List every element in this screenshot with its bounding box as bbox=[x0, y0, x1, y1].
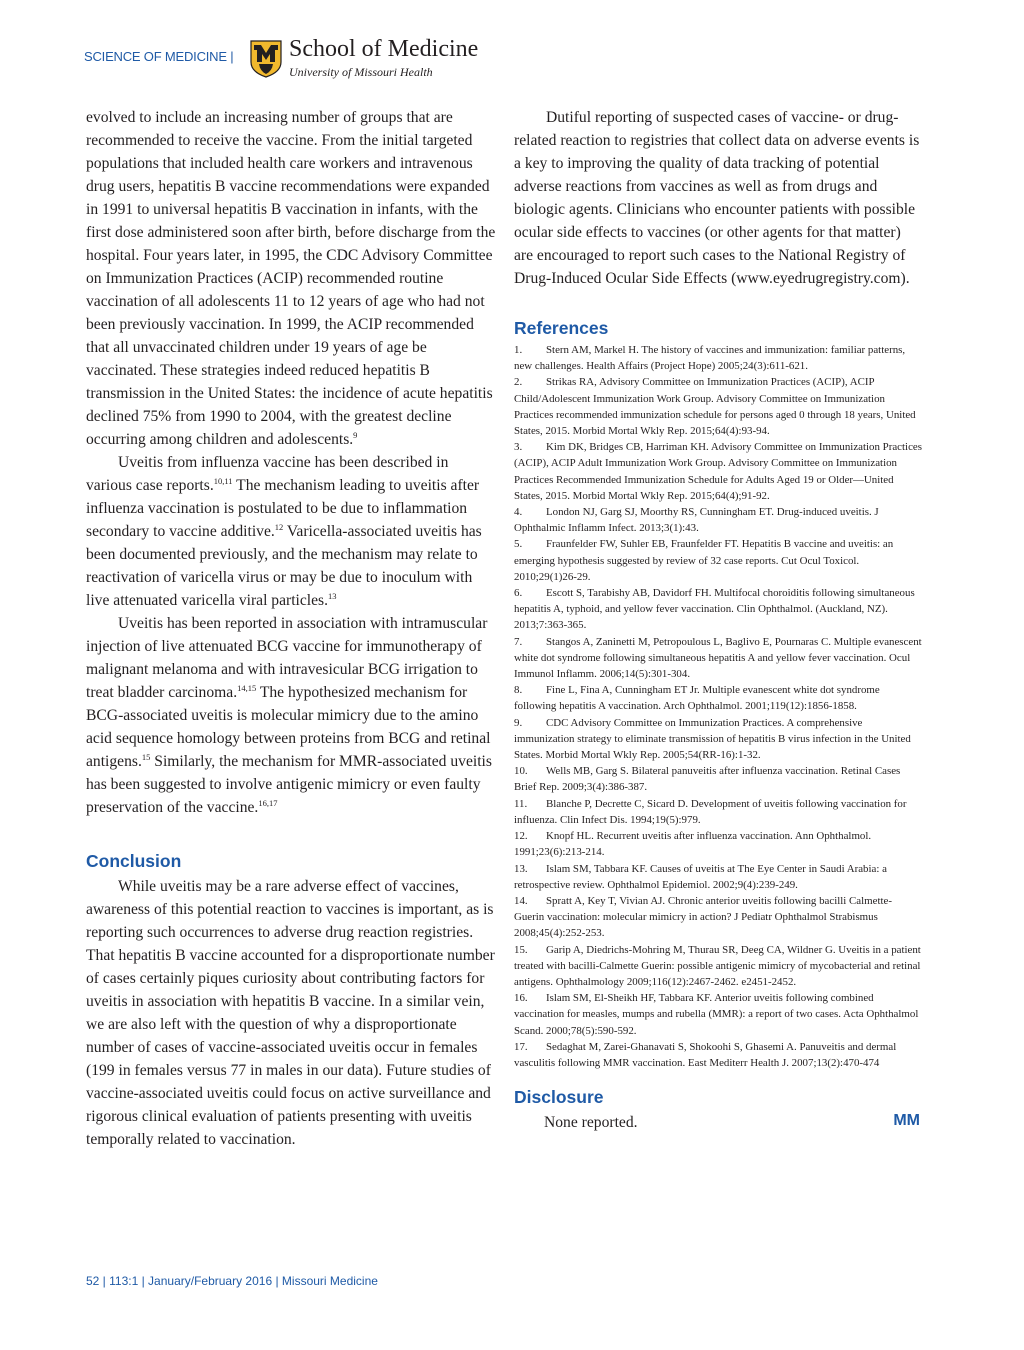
reference-item: 8. Fine L, Fina A, Cunningham ET Jr. Multiple evanescent white dot syndrome following hepatitis A vaccination. Arch Ophthalmol. 2001;119(12):1856-1858. bbox=[514, 684, 880, 713]
reference-item: 12. Knopf HL. Recurrent uveitis after influenza vaccination. Ann Ophthalmol. 1991;23(6):213-214. bbox=[514, 830, 872, 859]
reference-item: 14. Spratt A, Key T, Vivian AJ. Chronic anterior uveitis following bacilli Calmette-Guerin vaccination: molecular mimicry in action? J Pediatr Ophthalmol Strabismus 2008;45(4):252-253. bbox=[514, 894, 892, 940]
reference-item: 3. Kim DK, Bridges CB, Harriman KH. Advisory Committee on Immunization Practices (ACIP), ACIP Adult Immunization Work Group. Advisory Committee on Immunization Practices Recommended Immunization Schedule for Adults Aged 19 or Older—United States, 2015. Morbid Mortal Wkly Rep. 2015;64(4);91-92. bbox=[514, 441, 922, 502]
school-name: School of Medicine bbox=[289, 36, 479, 62]
disclosure-row bbox=[514, 1111, 922, 1134]
page-footer: 52 | 113:1 | January/February 2016 | Missouri Medicine bbox=[86, 1274, 378, 1288]
reference-item: 4. London NJ, Garg SJ, Moorthy RS, Cunningham ET. Drug-induced uveitis. J Ophthalmic Inflamm Infect. 2013;3(1):43. bbox=[514, 506, 879, 535]
reference-item: 2. Strikas RA, Advisory Committee on Immunization Practices (ACIP), ACIP Child/Adolescent Immunization Work Group. Advisory Committee on Immunization Practices recommended immunization schedule for persons aged 0 through 18 years, United States, 2015. Morbid Mortal Wkly Rep. 2015;64(4):93-94. bbox=[514, 376, 916, 438]
reference-item: 15. Garip A, Diedrichs-Mohring M, Thurau SR, Deeg CA, Wildner G. Uveitis in a patient treated with bacilli-Calmette Guerin: possible antigenic mimicry of mycobacterial and retinal antigens. Ophthalmology 2009;116(12):2467-2462. e2451-2452. bbox=[514, 943, 921, 988]
reference-item: 13. Islam SM, Tabbara KF. Causes of uveitis at The Eye Center in Saudi Arabia: a retrospective review. Ophthalmol Epidemiol. 2002;9(4):239-249. bbox=[514, 862, 887, 891]
references-heading: References bbox=[514, 318, 609, 338]
right-column bbox=[514, 106, 922, 1134]
reference-item: 10. Wells MB, Garg S. Bilateral panuveitis after influenza vaccination. Retinal Cases Brief Rep. 2009;3(4):386-387. bbox=[514, 765, 901, 794]
reference-item: 11. Blanche P, Decrette C, Sicard D. Development of uveitis following vaccination for influenza. Clin Infect Dis. 1994;19(5):979. bbox=[514, 797, 907, 826]
disclosure-heading: Disclosure bbox=[514, 1087, 604, 1108]
body-paragraph: Uveitis from influenza vaccine has been described in various case reports.$^{10,11}$ The mechanism leading to uveitis after influenza vaccination is postulated to be due to inflammation secondary to vaccine additive.$^{12}$ Varicella-associated uveitis has been documented previously, and the mechanism may relate to reactivation of varicella virus or may be due to inoculum with live attenuated varicella viral particles.$^{13}$ bbox=[86, 454, 482, 609]
section-label: SCIENCE OF MEDICINE | bbox=[84, 49, 234, 64]
reference-item: 9. CDC Advisory Committee on Immunization Practices. A comprehensive immunization strategy to eliminate transmission of hepatitis B virus infection in the United States. Morbid Mortal Wkly Rep. 2005;54(RR-16):1-32. bbox=[514, 716, 911, 762]
body-paragraph: Uveitis has been reported in association with intramuscular injection of live attenuated BCG vaccine for immunotherapy of malignant melanoma and with intravesicular BCG irrigation to treat bladder carcinoma.$^{14,15}$ The hypothesized mechanism for BCG-associated uveitis is molecular mimicry due to the amino acid sequence homology between proteins from BCG and retinal antigens.$^{15}$ Similarly, the mechanism for MMR-associated uveitis has been suggested to involve antigenic mimicry or even faulty preservation of the vaccine.$^{16,17}$ bbox=[86, 615, 492, 816]
end-mark: MM bbox=[893, 1112, 920, 1130]
reference-item: 17. Sedaghat M, Zarei-Ghanavati S, Shokoohi S, Ghasemi A. Panuveitis and dermal vasculitis following MMR vaccination. East Mediterr Health J. 2007;13(2):470-474 bbox=[514, 1040, 897, 1069]
reference-item: 1. Stern AM, Markel H. The history of vaccines and immunization: familiar patterns, new challenges. Health Affairs (Project Hope) 2005;24(3):611-621. bbox=[514, 344, 906, 373]
body-paragraph: Dutiful reporting of suspected cases of vaccine- or drug-related reaction to registries that collect data on adverse events is a key to improving the quality of data tracking of potential adverse reactions from vaccines as well as from drugs and biologic agents. Clinicians who encounter patients with possible ocular side effects to vaccines (or other agents for that matter) are encouraged to report such cases to the National Registry of Drug-Induced Ocular Side Effects (www.eyedrugregistry.com). bbox=[514, 109, 920, 287]
reference-item: 6. Escott S, Tarabishy AB, Davidorf FH. Multifocal choroiditis following simultaneous hepatitis A, typhoid, and yellow fever vaccination. Clin Ophthalmol. (Auckland, NZ). 2013;7:363-365. bbox=[514, 587, 915, 632]
school-subtitle: University of Missouri Health bbox=[289, 65, 433, 79]
reference-item: 16. Islam SM, El-Sheikh HF, Tabbara KF. Anterior uveitis following combined vaccination for measles, mumps and rubella (MMR): a report of two cases. Acta Ophthalmol Scand. 2000;78(5):590-592. bbox=[514, 992, 919, 1037]
left-column bbox=[86, 106, 496, 1151]
reference-item: 5. Fraunfelder FW, Suhler EB, Fraunfelder FT. Hepatitis B vaccine and uveitis: an emerging hypothesis suggested by review of 32 case reports. Cut Ocul Toxicol. 2010;29(1)26-29. bbox=[514, 538, 894, 583]
mizzou-shield-icon bbox=[250, 40, 282, 78]
disclosure-text: None reported. bbox=[544, 1114, 638, 1132]
reference-item: 7. Stangos A, Zaninetti M, Petropoulous L, Baglivo E, Pournaras C. Multiple evanescent white dot syndrome following simultaneous hepatitis A and yellow fever vaccination. Ocul Immunol Inflamm. 2006;14(5):301-304. bbox=[514, 635, 922, 681]
conclusion-paragraph: While uveitis may be a rare adverse effect of vaccines, awareness of this potential reaction to vaccines is important, as is reporting such occurrences to adverse drug reaction registries. That hepatitis B vaccine accounted for a disproportionate number of cases certainly piques curiosity about contributing factors for uveitis in association with hepatitis B vaccine. In a similar vein, we are also left with the question of why a disproportionate number of cases of vaccine-associated uveitis occur in females (199 in females versus 77 in males in our data). Future studies of vaccine-associated uveitis could focus on active surveillance and rigorous clinical evaluation of patients presenting with uveitis temporally related to vaccination. bbox=[86, 878, 495, 1148]
conclusion-heading: Conclusion bbox=[86, 851, 182, 871]
body-paragraph: evolved to include an increasing number of groups that are recommended to receive the vaccine. From the initial targeted populations that included health care workers and intravenous drug users, hepatitis B vaccine recommendations were expanded in 1991 to universal hepatitis B vaccination in infants, with the first dose administered soon after birth, before discharge from the hospital. Four years later, in 1995, the CDC Advisory Committee on Immunization Practices (ACIP) recommended routine vaccination of all adolescents 11 to 12 years of age who had not been previously vaccination. In 1999, the ACIP recommended that all unvaccinated children under 19 years of age be vaccinated. These strategies indeed reduced hepatitis B transmission in the United States: the incidence of acute hepatitis declined 75% from 1990 to 2004, with the greatest decline occurring among children and adolescents.$^9$ bbox=[86, 109, 496, 448]
reference-list bbox=[514, 342, 922, 1071]
